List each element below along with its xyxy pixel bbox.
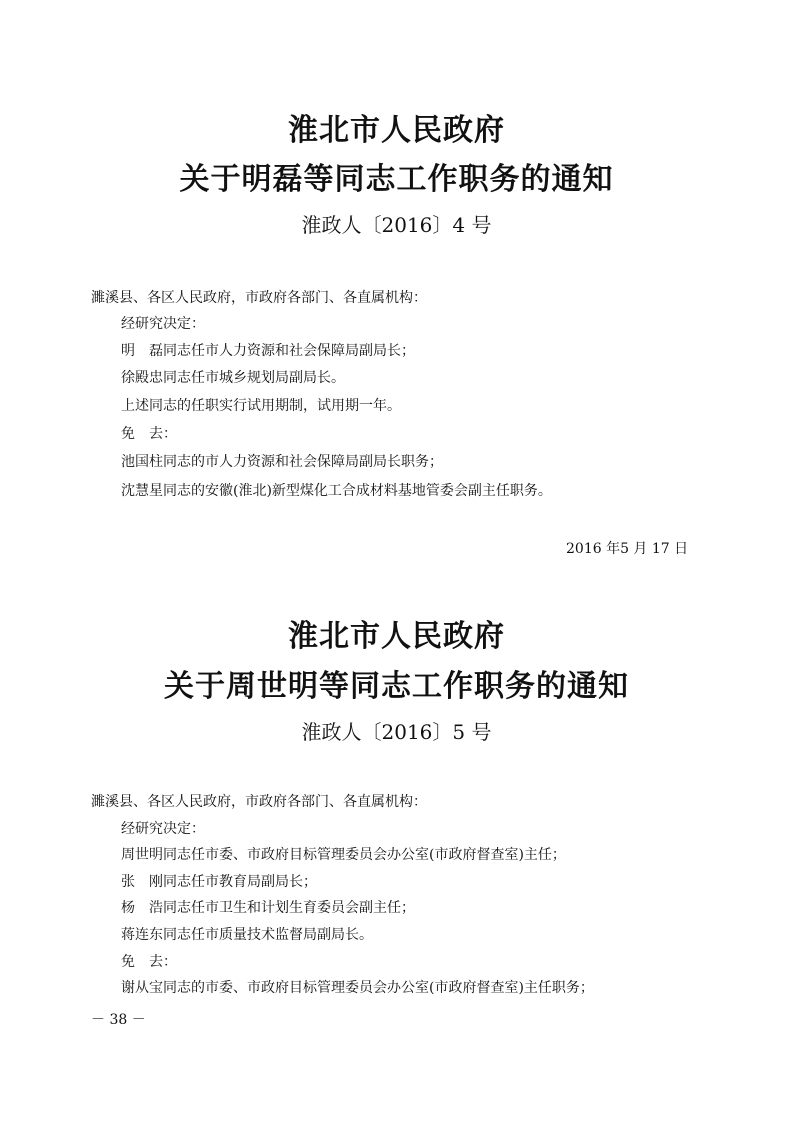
notice-2-doc-number: 淮政人〔2016〕5 号	[301, 720, 492, 744]
notice-2-line: 蒋连东同志任市质量技术监督局副局长。	[121, 927, 373, 943]
notice-1-line: 经研究决定：	[121, 316, 205, 332]
notice-1-line: 徐殿忠同志任市城乡规划局副局长。	[121, 370, 345, 386]
notice-2-line: 张 刚同志任市教育局副局长；	[121, 874, 317, 890]
page-number: － 38 －	[91, 1012, 146, 1028]
notice-2-line: 谢从宝同志的市委、市政府目标管理委员会办公室(市政府督查室)主任职务；	[121, 980, 594, 996]
notice-2-addressee: 濉溪县、各区人民政府，市政府各部门、各直属机构：	[91, 794, 427, 810]
notice-2-line: 杨 浩同志任市卫生和计划生育委员会副主任；	[121, 900, 415, 916]
notice-1-date: 2016 年5 月 17 日	[566, 541, 689, 557]
notice-2-line: 经研究决定：	[121, 821, 205, 837]
notice-1-title-line2: 关于明磊等同志工作职务的通知	[179, 162, 614, 197]
notice-1-line: 免 去：	[121, 426, 177, 442]
notice-1-line: 池国柱同志的市人力资源和社会保障局副局长职务；	[121, 454, 443, 470]
notice-1-line: 沈慧星同志的安徽(淮北)新型煤化工合成材料基地管委会副主任职务。	[121, 483, 552, 499]
notice-2-title-line1: 淮北市人民政府	[288, 619, 505, 654]
notice-2-title-line2: 关于周世明等同志工作职务的通知	[164, 669, 629, 704]
notice-1-title-line1: 淮北市人民政府	[288, 113, 505, 148]
notice-1-doc-number: 淮政人〔2016〕4 号	[301, 213, 492, 237]
notice-1-line: 上述同志的任职实行试用期制，试用期一年。	[121, 398, 401, 414]
notice-2-line: 周世明同志任市委、市政府目标管理委员会办公室(市政府督查室)主任；	[121, 847, 566, 863]
notice-1-line: 明 磊同志任市人力资源和社会保障局副局长；	[121, 343, 415, 359]
notice-1-addressee: 濉溪县、各区人民政府，市政府各部门、各直属机构：	[91, 290, 427, 306]
notice-2-line: 免 去：	[121, 954, 177, 970]
